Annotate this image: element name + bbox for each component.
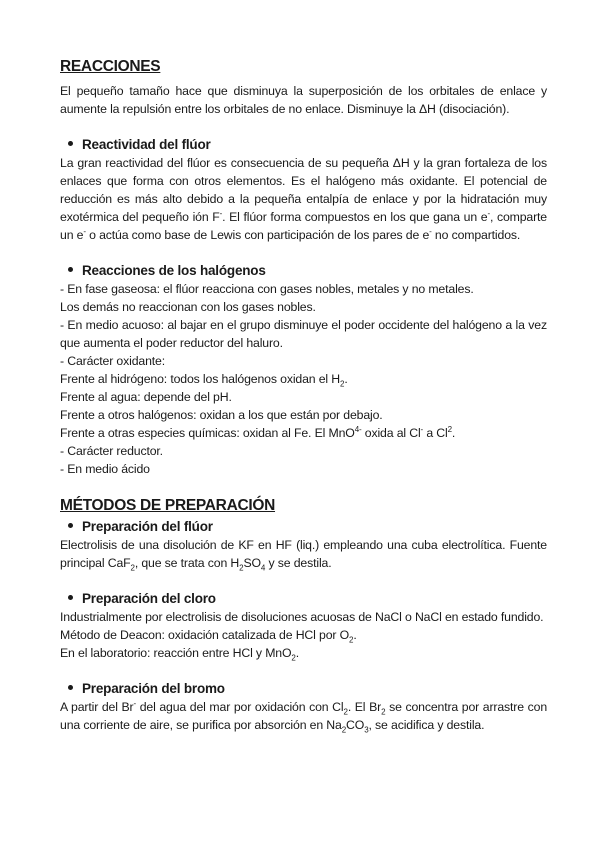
bullet-icon xyxy=(68,523,73,528)
fluor-paragraph xyxy=(60,536,547,572)
superscript: - xyxy=(429,226,432,236)
subscript: 3 xyxy=(364,725,369,735)
superscript: - xyxy=(83,226,86,236)
subscript: 2 xyxy=(381,707,386,717)
section-title-reacciones: REACCIONES xyxy=(60,58,161,75)
halogenos-line-1: - En fase gaseosa: el flúor reacciona con gases nobles, metales y no metales. xyxy=(60,282,474,296)
text: Electrolisis de una disolución de KF en HF (liq.) empleando una cuba electrolítica. Fuente principal CaF xyxy=(60,538,547,570)
halogenos-line-5 xyxy=(60,370,547,388)
text: CO xyxy=(346,718,365,732)
text: A partir del Br xyxy=(60,700,134,714)
subscript: 2 xyxy=(340,379,345,389)
document-page xyxy=(60,56,547,734)
bullet-icon xyxy=(68,595,73,600)
halogenos-line-4: - Carácter oxidante: xyxy=(60,354,165,368)
subscript: 2 xyxy=(343,707,348,717)
subscript: 2 xyxy=(239,563,244,573)
halogenos-line-2: Los demás no reaccionan con los gases nobles. xyxy=(60,300,316,314)
text: a Cl xyxy=(423,426,448,440)
subsection-preparacion-fluor xyxy=(60,517,547,536)
section-title-metodos: MÉTODOS DE PREPARACIÓN xyxy=(60,497,276,514)
text: , se acidifica y destila. xyxy=(368,718,485,732)
bullet-icon xyxy=(68,685,73,690)
text: Frente al hidrógeno: todos los halógenos oxidan el H xyxy=(60,372,341,386)
subscript: 2 xyxy=(349,635,354,645)
subsection-preparacion-bromo xyxy=(60,679,547,698)
text: La gran reactividad del flúor es consecuencia de su pequeña ΔH y la gran fortaleza de los enlaces que forma con otros elementos. Es el halógeno más oxidante. El potencial de reducción es más alto debido a la pequeña entalpía de enlace y por la hidratación muy exotérmica del pequeño ión F xyxy=(60,156,547,224)
intro-text-1: El pequeño tamaño hace que disminuya la superposición de los orbitales de enlace y aumente la repulsión entre los orbitales de no enlace. Disminuye la xyxy=(60,84,547,116)
superscript: - xyxy=(487,208,490,218)
subsection-title: Reactividad del flúor xyxy=(82,137,211,152)
reactividad-paragraph xyxy=(60,154,547,244)
bromo-paragraph xyxy=(60,698,547,734)
text: . xyxy=(344,372,348,386)
text: . El Br xyxy=(347,700,382,714)
halogenos-line-7: Frente a otros halógenos: oxidan a los que están por debajo. xyxy=(60,408,383,422)
text: SO xyxy=(243,556,261,570)
bullet-icon xyxy=(68,267,73,272)
bullet-icon xyxy=(68,141,73,146)
subsection-title: Preparación del cloro xyxy=(82,591,216,606)
intro-text-2: ΔH (disociación). xyxy=(418,102,510,116)
text: . xyxy=(451,426,456,440)
subscript: 4 xyxy=(260,563,266,573)
cloro-line-2 xyxy=(60,626,547,644)
subscript: 2 xyxy=(130,563,135,573)
text: o actúa como base de Lewis con participación de los pares de e xyxy=(85,228,430,242)
text: oxida al Cl xyxy=(361,426,421,440)
text: . xyxy=(295,646,299,660)
halogenos-line-8 xyxy=(60,424,547,442)
subscript: 2 xyxy=(291,653,296,663)
text: no compartidos. xyxy=(431,228,521,242)
halogenos-line-10: - En medio ácido xyxy=(60,462,150,476)
cloro-line-1: Industrialmente por electrolisis de disoluciones acuosas de NaCl o NaCl en estado fundido. xyxy=(60,610,544,624)
text: . xyxy=(353,628,357,642)
text: del agua del mar por oxidación con Cl xyxy=(136,700,344,714)
superscript: - xyxy=(219,208,223,218)
text: , que se trata con H xyxy=(134,556,240,570)
subsection-reacciones-halogenos xyxy=(60,261,547,280)
superscript: 2 xyxy=(447,424,452,434)
subsection-preparacion-cloro xyxy=(60,589,547,608)
superscript: - xyxy=(420,424,424,434)
reacciones-intro xyxy=(60,82,547,118)
text: se concentra por arrastre con una corriente de aire, se purifica por absorción en Na xyxy=(60,700,548,732)
halogenos-line-3: - En medio acuoso: al bajar en el grupo disminuye el poder occidente del halógeno a la vez que aumenta el poder reductor del haluro. xyxy=(60,318,547,350)
text: . El flúor forma compuestos en los que gana un e xyxy=(222,210,488,224)
text: y se destila. xyxy=(265,556,332,570)
text: Frente a otras especies químicas: oxidan al Fe. El MnO xyxy=(60,426,355,440)
superscript: - xyxy=(133,698,137,708)
subsection-title: Reacciones de los halógenos xyxy=(82,263,266,278)
text: , comparte un e xyxy=(60,210,547,242)
superscript: 4- xyxy=(354,424,362,434)
subsection-title: Preparación del flúor xyxy=(82,519,213,534)
cloro-line-3 xyxy=(60,644,547,662)
subsection-title: Preparación del bromo xyxy=(82,681,225,696)
halogenos-line-9: - Carácter reductor. xyxy=(60,444,163,458)
halogenos-line-6: Frente al agua: depende del pH. xyxy=(60,390,232,404)
text: Método de Deacon: oxidación catalizada de HCl por O xyxy=(60,628,350,642)
subscript: 2 xyxy=(341,725,347,735)
text: En el laboratorio: reacción entre HCl y MnO xyxy=(60,646,292,660)
subsection-reactividad-fluor xyxy=(60,135,547,154)
